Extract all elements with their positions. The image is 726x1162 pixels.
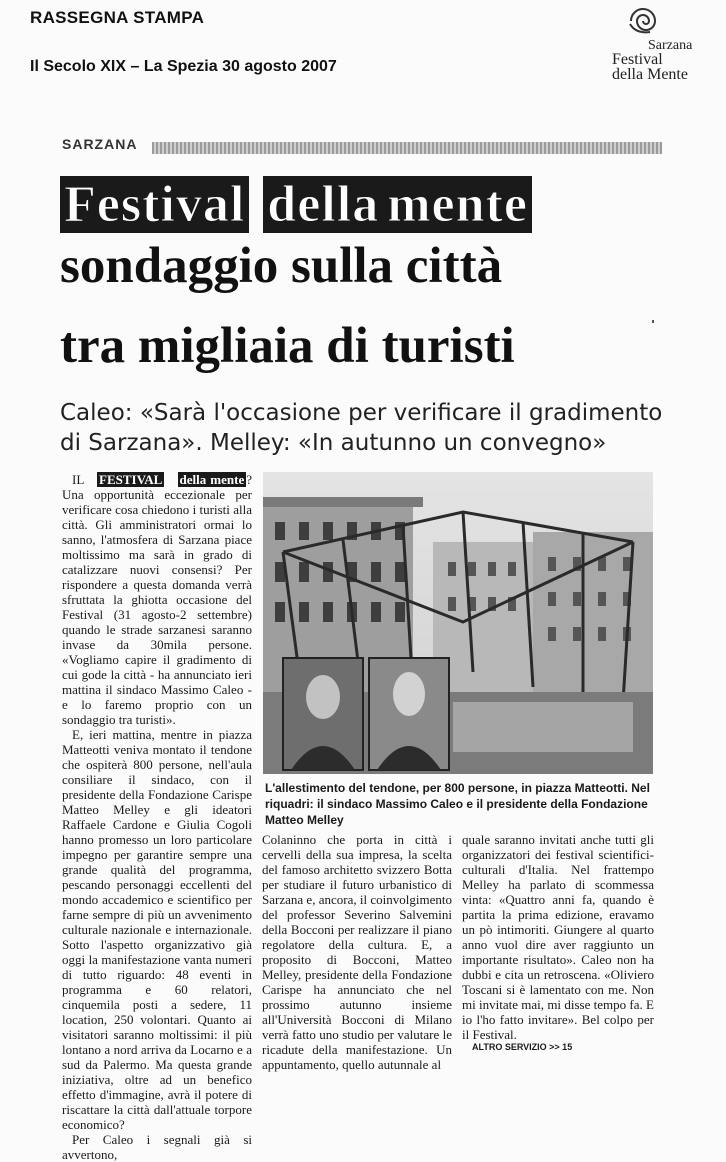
swirl-logo-icon [626,4,660,38]
subtitle-line-1: Caleo: «Sarà l'occasione per verificare il gradimento [60,400,663,426]
section-divider-bar [152,142,662,154]
headline-word-festival: Festival [60,176,249,233]
headline-line-2: sondaggio sulla città [60,238,503,294]
tent-photo [263,472,653,774]
scan-speck [652,320,654,323]
lead-box-festival: FESTIVAL [99,472,163,487]
paragraph-3: Per Caleo i segnali già si avvertono, [62,1132,252,1162]
headline-word-mente: mente [383,176,532,233]
festival-logo [612,4,712,104]
lead-text: ? Una opportunità eccezionale per verificare cosa chiedono i turisti alla città. Gli amministratori ormai lo sanno, l'atmosfera di Sarzana piace moltissimo ma sarà in grado di catalizzare nuovi consensi? Per rispondere a questa domanda verrà sfruttata la ghiotta occasione del Festival (31 agosto-2 settembre) quando le strade sarzanesi saranno invase da 30mila persone. «Vogliamo capire il gradimento di cui gode la città - ha annunciato ieri mattina il sindaco Massimo Caleo - e lo faremo proprio con un sondaggio tra turisti». [62,472,252,727]
column-3-text: quale saranno invitati anche tutti gli organizzatori dei festival scientifici-culturali d'Italia. Nel frattempo Melley ha parlato di scommessa vinta: «Quattro anni fa, quando è partita la prima edizione, eravamo un pò intimoriti. Giungere al quarto anno vuol dire aver raggiunto un importante risultato». Caleo non ha dubbi e cita un retroscena. «Oliviero Toscani si è lamentato con me. Non mi invitate mai, mi disse tempo fa. E io l'ho fatto invitare». Bel colpo per il Festival. [462,832,654,1042]
continued-reference: ALTRO SERVIZIO >> 15 [472,1042,573,1052]
column-2-text: Colaninno che porta in città i cervelli della sua impresa, la scelta del famoso architetto svizzero Botta per studiare il futuro urbanistico di Sarzana e, ancora, il coinvolgimento del professor Severino Salvemini della Bocconi per realizzare il piano regolatore della cultura. E, a proposito di Bocconi, Matteo Melley, presidente della Fondazione Carispe ha annunciato che nel prossimo autunno insieme all'Università Bocconi di Milano verrà fatto uno studio per valutare le ricadute della manifestazione. Un appuntamento, quello autunnale al [262,832,452,1072]
logo-line-della-mente: della Mente [612,66,688,83]
lead-box-della: della [179,472,207,487]
logo-line-sarzana: Sarzana [648,38,693,53]
lead-box-mente: mente [210,472,245,487]
lead-prefix: IL [72,472,97,487]
headline-line-1 [60,176,532,234]
paragraph-2: E, ieri mattina, mentre in piazza Matteotti veniva montato il tendone che ospiterà 800 persone, nell'aula consiliare il sindaco, con il presidente della Fondazione Carispe Matteo Melley e gli ideatori Raffaele Cardone e Giulia Cogoli hanno promesso un loro particolare impegno per garantire sempre una grande qualità del programma, pescando personaggi eccellenti del mondo accademico e scientifico per farne sempre di più un avvenimento culturale nazionale e internazionale. Sotto l'aspetto organizzativo già oggi la manifestazione vanta numeri di tutto riguardo: 48 eventi in programma e 60 relatori, cinquemila posti a sedere, 11 location, 250 volontari. Quanto ai visitatori saranno moltissimi: il più lontano a nord arriva da Locarno e a sud da Palermo. Ma questa grande iniziativa, oltre ad un benefico effetto d'immagine, avrà il potere di riscattare la città dall'attuale torpore economico? [62,727,252,1132]
section-label: SARZANA [62,136,138,152]
subtitle [60,398,662,458]
press-review-title: RASSEGNA STAMPA [30,8,205,27]
headline-word-della: della [263,176,383,233]
photo-caption: L'allestimento del tendone, per 800 persone, in piazza Matteotti. Nel riquadri: il sindaco Massimo Caleo e il presidente della Fondazione Matteo Melley [265,781,650,827]
logo-line-festival: Festival [612,51,663,68]
newspaper-source: Il Secolo XIX – La Spezia 30 agosto 2007 [30,58,337,75]
lead-paragraph [62,472,252,727]
article-column-3 [462,832,654,1052]
article-column-1 [62,472,252,1162]
article-column-2 [262,832,452,1072]
headline-line-3: tra migliaia di turisti [60,318,515,374]
photo-illustration [263,472,653,774]
subtitle-line-2: di Sarzana». Melley: «In autunno un convegno» [60,430,607,456]
